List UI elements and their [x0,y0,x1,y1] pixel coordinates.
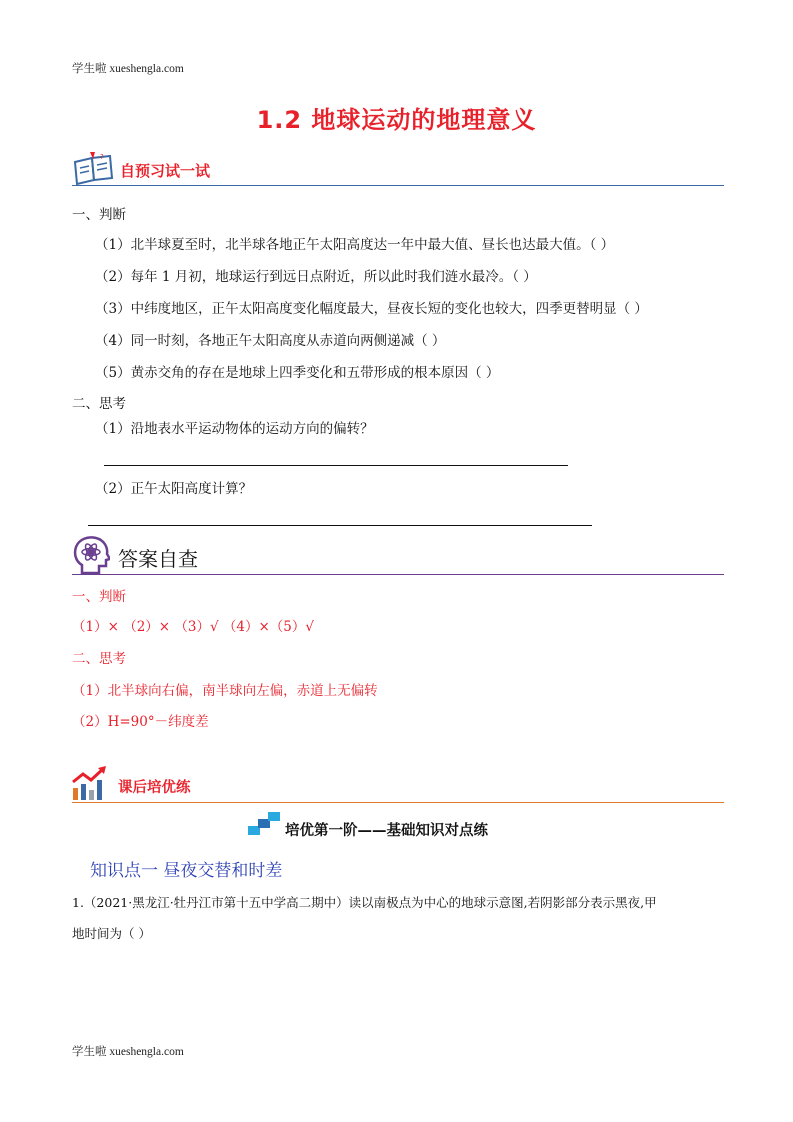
answer-blank-1[interactable] [104,465,568,466]
svg-text:?: ? [100,153,104,161]
preview-rule [72,185,724,186]
judge-item-5: （5）黄赤交角的存在是地球上四季变化和五带形成的根本原因（ ） [95,365,500,381]
answers-part2-title: 二、思考 [72,651,126,667]
answer-blank-2[interactable] [88,525,592,526]
judge-item-4: （4）同一时刻，各地正午太阳高度从赤道向两侧递减（ ） [95,333,446,349]
judge-item-1: （1）北半球夏至时，北半球各地正午太阳高度达一年中最大值、昼长也达最大值。（ ） [95,237,615,253]
stage-title: 培优第一阶——基础知识对点练 [285,823,488,839]
answers-part1-title: 一、判断 [72,589,126,605]
answers-heading: 答案自查 [118,547,198,571]
answers-section-header [72,535,724,575]
answers-think-1: （1）北半球向右偏，南半球向左偏，赤道上无偏转 [72,683,378,699]
answers-judge-line: （1）× （2）× （3）√ （4）×（5）√ [72,619,314,635]
preview-heading: 自预习试一试 [120,162,211,180]
practice-section-header [72,766,724,802]
question-1-line-2: 地时间为（ ） [72,926,151,941]
think-item-2: （2）正午太阳高度计算？ [95,481,253,497]
knowledge-point-title: 知识点一 昼夜交替和时差 [90,861,283,881]
practice-rule [72,802,724,803]
practice-heading: 课后培优练 [118,780,191,796]
preview-section-header [72,150,724,186]
think-item-1: （1）沿地表水平运动物体的运动方向的偏转？ [95,421,374,437]
question-1-line-1: 1.（2021·黑龙江·牡丹江市第十五中学高二期中）读以南极点为中心的地球示意图,若阴影部分表示黑夜,甲 [72,895,657,910]
judge-item-2: （2）每年 1 月初，地球运行到远日点附近，所以此时我们涟水最冷。（ ） [95,269,537,285]
preview-part1-title: 一、判断 [72,207,126,223]
judge-item-3: （3）中纬度地区，正午太阳高度变化幅度最大，昼夜长短的变化也较大，四季更替明显（ ） [95,301,648,317]
page-footer-site: 学生啦 xueshengla.com [72,1046,184,1058]
page-title: 1.2 地球运动的地理意义 [256,106,537,134]
head-icon [72,535,110,575]
stairs-icon [248,812,282,836]
book-icon [72,150,116,186]
preview-part2-title: 二、思考 [72,396,126,412]
page-header-site: 学生啦 xueshengla.com [72,63,184,75]
growth-chart-icon [72,766,108,802]
stage-row [248,812,568,838]
answers-rule [72,574,724,575]
answers-think-2: （2）H=90°－纬度差 [72,714,209,730]
